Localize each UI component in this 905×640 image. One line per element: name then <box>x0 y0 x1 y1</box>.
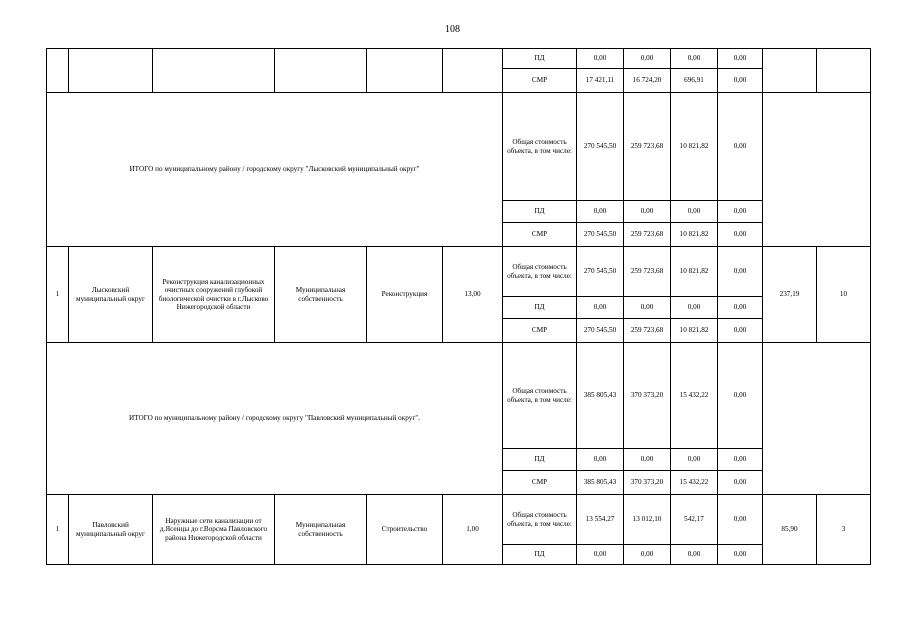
value-cell: 13 012,10 <box>624 495 671 545</box>
value-cell: 10 821,82 <box>671 247 718 297</box>
row-number-cell: 1 <box>47 247 69 343</box>
cost-type-cell: Общая стоимость объекта, в том числе: <box>503 343 577 449</box>
value-cell: 0,00 <box>718 495 763 545</box>
cost-per-unit-cell <box>763 49 817 93</box>
value-cell: 0,00 <box>577 449 624 471</box>
empty-cell <box>763 343 871 495</box>
value-cell: 10 821,82 <box>671 93 718 201</box>
capacity-cell: 1,00 <box>443 495 503 565</box>
value-cell: 259 723,68 <box>624 247 671 297</box>
value-cell: 259 723,68 <box>624 319 671 343</box>
value-cell: 0,00 <box>718 471 763 495</box>
ownership-cell <box>275 49 367 93</box>
table-row <box>47 49 871 69</box>
value-cell: 0,00 <box>671 49 718 69</box>
value-cell: 370 373,20 <box>624 471 671 495</box>
cost-type-cell: ПД <box>503 49 577 69</box>
value-cell: 0,00 <box>718 319 763 343</box>
value-cell: 15 432,22 <box>671 343 718 449</box>
value-cell: 0,00 <box>624 49 671 69</box>
value-cell: 10 821,82 <box>671 319 718 343</box>
district-total-label: ИТОГО по муниципальному району / городскому округу "Лысковский муниципальный округ" <box>47 93 503 247</box>
value-cell: 0,00 <box>577 201 624 223</box>
value-cell: 0,00 <box>718 69 763 93</box>
district-total-label: ИТОГО по муниципальному району / городскому округу "Павловский муниципальный округ". <box>47 343 503 495</box>
capacity-cell: 13,00 <box>443 247 503 343</box>
table-row <box>47 343 871 449</box>
value-cell: 0,00 <box>624 545 671 565</box>
value-cell: 542,17 <box>671 495 718 545</box>
row-number-cell: 1 <box>47 495 69 565</box>
value-cell: 0,00 <box>718 93 763 201</box>
work-type-cell: Строительство <box>367 495 443 565</box>
cost-type-cell: ПД <box>503 297 577 319</box>
work-type-cell <box>367 49 443 93</box>
district-cell <box>69 49 153 93</box>
object-name-cell <box>153 49 275 93</box>
cost-per-unit-cell: 85,90 <box>763 495 817 565</box>
value-cell: 0,00 <box>718 201 763 223</box>
value-cell: 15 432,22 <box>671 471 718 495</box>
value-cell: 0,00 <box>671 449 718 471</box>
value-cell: 696,91 <box>671 69 718 93</box>
cost-type-cell: СМР <box>503 471 577 495</box>
value-cell: 370 373,20 <box>624 343 671 449</box>
value-cell: 0,00 <box>671 297 718 319</box>
value-cell: 0,00 <box>671 201 718 223</box>
value-cell: 0,00 <box>671 545 718 565</box>
value-cell: 17 421,11 <box>577 69 624 93</box>
cost-type-cell: ПД <box>503 201 577 223</box>
ownership-cell: Муниципальная собственность <box>275 495 367 565</box>
value-cell: 270 545,50 <box>577 223 624 247</box>
district-cell: Лысковский муниципальный округ <box>69 247 153 343</box>
value-cell: 259 723,68 <box>624 93 671 201</box>
work-type-cell: Реконструкция <box>367 247 443 343</box>
empty-cell <box>763 93 871 247</box>
investment-table <box>46 48 871 565</box>
value-cell: 16 724,20 <box>624 69 671 93</box>
value-cell: 0,00 <box>718 247 763 297</box>
page-number: 108 <box>445 24 460 35</box>
value-cell: 0,00 <box>577 545 624 565</box>
value-cell: 270 545,50 <box>577 247 624 297</box>
value-cell: 259 723,68 <box>624 223 671 247</box>
value-cell: 0,00 <box>718 449 763 471</box>
jobs-cell: 3 <box>817 495 871 565</box>
value-cell: 0,00 <box>718 223 763 247</box>
row-number-cell <box>47 49 69 93</box>
value-cell: 0,00 <box>577 49 624 69</box>
cost-per-unit-cell: 237,19 <box>763 247 817 343</box>
value-cell: 270 545,50 <box>577 93 624 201</box>
value-cell: 0,00 <box>577 297 624 319</box>
cost-type-cell: СМР <box>503 69 577 93</box>
cost-type-cell: Общая стоимость объекта, в том числе: <box>503 93 577 201</box>
object-name-cell: Наружные сети канализации от д.Ясенцы до г.Ворсма Павловского района Нижегородской области <box>153 495 275 565</box>
table-row <box>47 93 871 201</box>
value-cell: 385 805,43 <box>577 471 624 495</box>
value-cell: 0,00 <box>718 545 763 565</box>
value-cell: 385 805,43 <box>577 343 624 449</box>
cost-type-cell: Общая стоимость объекта, в том числе: <box>503 495 577 545</box>
value-cell: 13 554,27 <box>577 495 624 545</box>
value-cell: 0,00 <box>718 49 763 69</box>
value-cell: 0,00 <box>718 297 763 319</box>
object-name-cell: Реконструкция канализационных очистных сооружений глубокой биологической очистки в г.Лысково Нижегородской области <box>153 247 275 343</box>
capacity-cell <box>443 49 503 93</box>
value-cell: 0,00 <box>624 449 671 471</box>
district-cell: Павловский муниципальный округ <box>69 495 153 565</box>
ownership-cell: Муниципальная собственность <box>275 247 367 343</box>
jobs-cell: 10 <box>817 247 871 343</box>
value-cell: 0,00 <box>624 297 671 319</box>
cost-type-cell: Общая стоимость объекта, в том числе: <box>503 247 577 297</box>
cost-type-cell: ПД <box>503 449 577 471</box>
value-cell: 10 821,82 <box>671 223 718 247</box>
value-cell: 270 545,50 <box>577 319 624 343</box>
table-row <box>47 495 871 545</box>
jobs-cell <box>817 49 871 93</box>
cost-type-cell: СМР <box>503 319 577 343</box>
cost-type-cell: ПД <box>503 545 577 565</box>
cost-type-cell: СМР <box>503 223 577 247</box>
value-cell: 0,00 <box>718 343 763 449</box>
value-cell: 0,00 <box>624 201 671 223</box>
table-row <box>47 247 871 297</box>
